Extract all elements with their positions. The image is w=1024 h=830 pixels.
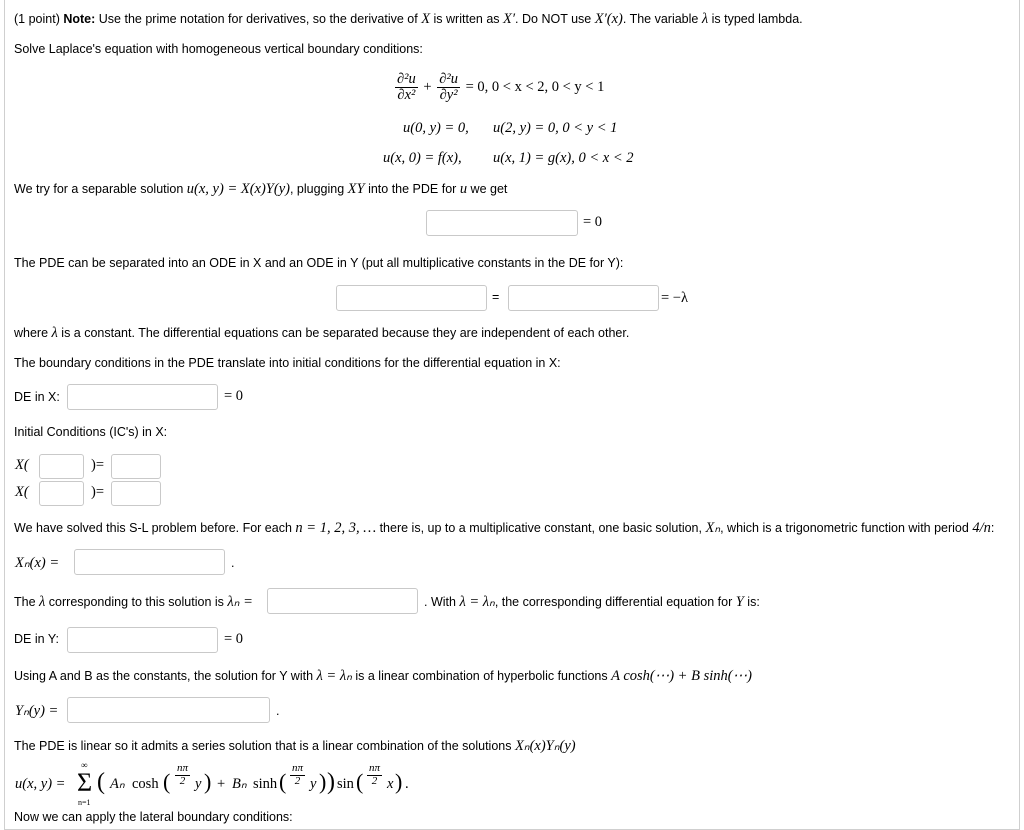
yn-dot: .: [276, 704, 280, 718]
pde-substitution-input[interactable]: [426, 210, 578, 236]
lambda-text-left: The λ corresponding to this solution is λₙ =: [14, 594, 253, 610]
ic1-close: )=: [91, 457, 105, 473]
xn-label: Xₙ(x) =: [15, 555, 60, 571]
points-label: (1 point): [14, 12, 60, 26]
xn-input[interactable]: [74, 549, 225, 575]
ic-label: Initial Conditions (IC's) in X:: [14, 425, 168, 439]
bc2-left: u(x, 0) = f(x),: [383, 150, 462, 166]
de-x-label: DE in X:: [14, 390, 60, 404]
ic1-x-label: X(: [15, 457, 29, 473]
de-x-input[interactable]: [67, 384, 218, 410]
problem-panel: (1 point) Note: Use the prime notation for derivatives, so the derivative of X is written as X′. Do NOT use X′(x). The variable λ is typed lambda. Solve Laplace's equation with homogeneous vertical boundary conditions: $\frac{\text{∂²u}}{\text{∂x²}}$ + $\frac{\text{∂²u}}{\text{∂y²}}$ = 0, 0 < x < 2, 0 < y < 1 u(0, y) = 0, u(2, y) = 0, 0 < y < 1 u(x, 0) = f(x), u(x, 1) = g(x), 0 < x < 2 We try for a separable solution u(x, y) = X(x)Y(y), plugging XY into the PDE for u we get = 0 The PDE can be separated into an ODE in X and an ODE in Y (put all multiplicative constants in the DE for Y): = = −λ where λ is a constant. The differential equations can be separated because they are independent of each other. The boundary conditions in the PDE translate into initial conditions for the differential equation in X: DE in X: = 0 Initial Conditions (IC's) in X: X( )= X( )= We have solved this S-L problem before. For each n = 1, 2, 3, … there is, up to a multiplicative constant, one basic solution, Xₙ, which is a trigonometric function with period 4/n: Xₙ(x) = . The λ corresponding to this solution is λₙ = . With λ = λₙ, the corresponding differential equation for Y is: DE in Y: = 0 Using A and B as the constants, the solution for Y with λ = λₙ is a linear combination of hyperbolic functions A cosh(⋯) + B sinh(⋯) Yₙ(y) = . The PDE is linear so it admits a series solution that is a linear combination of the solutions Xₙ(x)Yₙ(y) u(x, y) = ∞ Σ n=1 ( Aₙ cosh ( $\frac{n\pi}{2}$ y ) + Bₙ sinh ( $\frac{n\pi}{2}$ y ) ) sin ( $\frac{n\pi}{2}$ x ) . Now we can apply the lateral boundary conditions:: [4, 0, 1020, 830]
ic1-value-input[interactable]: [111, 454, 161, 479]
xn-dot: .: [231, 556, 235, 570]
lambda-text-right: . With λ = λₙ, the corresponding differential equation for Y is:: [424, 594, 760, 610]
separated-equals: =: [492, 290, 500, 304]
bc-translate-text: The boundary conditions in the PDE translate into initial conditions for the differential equation in X:: [14, 356, 561, 370]
lambda-n-input[interactable]: [267, 588, 418, 614]
note-label: Note:: [63, 12, 96, 26]
pde-eq-zero: = 0: [583, 214, 603, 230]
series-text: The PDE is linear so it admits a series solution that is a linear combination of the solutions Xₙ(x)Yₙ(y): [14, 738, 576, 754]
bc2-right: u(x, 1) = g(x), 0 < x < 2: [493, 150, 634, 166]
cutoff-text: Now we can apply the lateral boundary conditions:: [14, 810, 293, 824]
separated-text: The PDE can be separated into an ODE in X and an ODE in Y (put all multiplicative constants in the DE for Y):: [14, 256, 624, 270]
bc1-left: u(0, y) = 0,: [403, 120, 469, 136]
neg-lambda: = −λ: [661, 290, 689, 306]
yn-label: Yₙ(y) =: [15, 703, 59, 719]
de-y-input[interactable]: [67, 627, 218, 653]
where-text: where λ is a constant. The differential equations can be separated because they are independent of each other.: [14, 325, 630, 341]
y-ode-separated-input[interactable]: [508, 285, 659, 311]
de-y-label: DE in Y:: [14, 632, 59, 646]
de-x-eq-zero: = 0: [224, 388, 244, 404]
ic2-point-input[interactable]: [39, 481, 84, 506]
problem-note: (1 point) Note: Use the prime notation for derivatives, so the derivative of X is written as X′. Do NOT use X′(x). The variable λ is typed lambda.: [14, 11, 803, 27]
using-text: Using A and B as the constants, the solution for Y with λ = λₙ is a linear combination of hyperbolic functions A cosh(⋯) + B sinh(⋯): [14, 668, 752, 684]
ic1-point-input[interactable]: [39, 454, 84, 479]
intro-text: Solve Laplace's equation with homogeneous vertical boundary conditions:: [14, 42, 423, 56]
x-ode-separated-input[interactable]: [336, 285, 487, 311]
separable-text: We try for a separable solution u(x, y) = X(x)Y(y), plugging XY into the PDE for u we get: [14, 181, 508, 197]
laplace-equation: $\frac{\text{∂²u}}{\text{∂x²}}$ + $\frac{\text{∂²u}}{\text{∂y²}}$ = 0, 0 < x < 2, 0 < y < 1: [397, 71, 605, 104]
ic2-close: )=: [91, 484, 105, 500]
ic2-value-input[interactable]: [111, 481, 161, 506]
de-y-eq-zero: = 0: [224, 631, 244, 647]
yn-input[interactable]: [67, 697, 270, 723]
ic2-x-label: X(: [15, 484, 29, 500]
sl-text: We have solved this S-L problem before. For each n = 1, 2, 3, … there is, up to a multiplicative constant, one basic solution, Xₙ, which is a trigonometric function with period 4/n:: [14, 520, 995, 536]
bc1-right: u(2, y) = 0, 0 < y < 1: [493, 120, 618, 136]
